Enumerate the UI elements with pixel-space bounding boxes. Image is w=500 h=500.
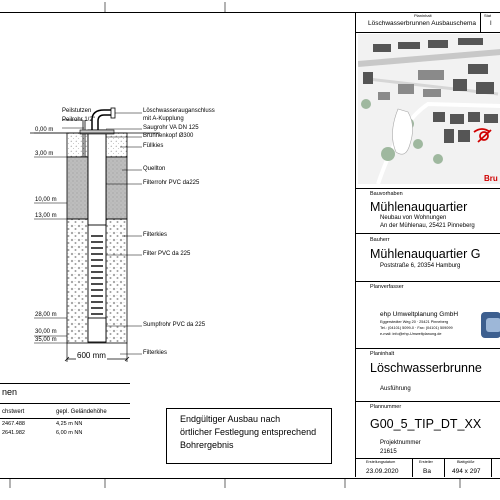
label-quellton: Quellton: [143, 166, 166, 172]
projektnummer-label: Projektnummer: [380, 440, 421, 446]
depth-30: 30,00 m: [35, 329, 57, 335]
label-filterrohr: Filterrohr PVC da225: [143, 180, 200, 186]
planinhalt: Löschwasserbrunne: [370, 361, 482, 375]
bauvorhaben-sub-2: An der Mühlenau, 25421 Pinneberg: [380, 223, 475, 229]
depth-13: 13,00 m: [35, 213, 57, 219]
bauherr: Mühlenauquartier G: [370, 247, 481, 261]
sump-pipe: [88, 318, 106, 342]
note-line-2: örtlicher Festlegung entsprechend: [180, 427, 317, 437]
plannummer: G00_5_TIP_DT_XX: [370, 417, 482, 431]
bauvorhaben-sub-1: Neubau von Wohnungen: [380, 215, 447, 221]
coord-table-title: nen: [2, 387, 18, 397]
width-dimension: 600 mm: [77, 351, 106, 360]
coord-row-2-a: 2641.982: [2, 430, 25, 436]
planverfasser-label: Planverfasser: [370, 284, 404, 290]
footer-size: 494 x 297: [452, 468, 481, 475]
footer-author: Ba: [423, 468, 431, 475]
coord-col-2: gepl. Geländehöhe: [56, 409, 107, 415]
depth-10: 10,00 m: [35, 197, 57, 203]
label-filter-pvc: Filter PVC da 225: [143, 251, 191, 257]
footer-label-date: Erstellungsdatum: [366, 460, 396, 464]
header-title: Löschwasserbrunnen Ausbauschema: [368, 20, 477, 27]
depth-35: 35,00 m: [35, 337, 57, 343]
note-line-3: Bohrergebnis: [180, 440, 234, 450]
bauherr-label: Bauherr: [370, 237, 390, 243]
ausfuehrung: Ausführung: [380, 386, 411, 392]
label-filterkies-1: Filterkies: [143, 232, 168, 238]
planverfasser-mail: e-mail: info@ehp-Umweltplanung.de: [380, 332, 442, 336]
label-a-kupplung: mit A-Kupplung: [143, 116, 184, 122]
footer-label-author: Ersteller: [419, 460, 433, 464]
depth-0: 0,00 m: [35, 127, 54, 133]
projektnummer: 21615: [380, 449, 397, 455]
label-filterkies-2: Filterkies: [143, 350, 168, 356]
plannummer-label: Plannummer: [370, 404, 402, 410]
label-peilstutzen: Peilstutzen: [62, 108, 92, 114]
coord-col-1: chstwert: [2, 409, 25, 415]
coord-row-1-b: 4,25 m NN: [56, 421, 83, 427]
header-planinhalt-small: Planinhalt: [414, 13, 432, 18]
site-map: [358, 34, 500, 184]
label-saugrohr: Saugrohr VA DN 125: [143, 125, 199, 131]
title-block: Planinhalt Löschwasserbrunnen Ausbauschema Stat I Bru Bauvorhaben Mühlenauquartier Neubau von Wohnungen An der Mühlenau, 25421 Pinneberg Bauherr Mühlenauquartier G Poststraße 6, 20354 Hamburg Planverfasser ehp Umweltplanung GmbH Eggerstedter Weg 20 · 25421 Pinneberg Tel.: (04101) 5099-0 · Fax: (04101) 509099 e-mail: info@ehp-Umweltplanung.de Planinhalt Löschwasserbrunne Ausführung Plannummer G00_5_TIP_DT_XX Projektnummer 21615 Erstellungsdatum Ersteller Blattgröße 23.09.2020 Ba 494 x 297: [355, 12, 500, 477]
frame-ticks: [0, 478, 500, 500]
label-brunnenkopf: Brunnenkopf Ø300: [143, 133, 194, 139]
planinhalt-label: Planinhalt: [370, 351, 395, 357]
ehp-logo: [480, 310, 500, 340]
frame-ticks-top: [0, 0, 500, 12]
planverfasser-tel: Tel.: (04101) 5099-0 · Fax: (04101) 509099: [380, 326, 453, 330]
map-label: Bru: [484, 174, 498, 183]
header-status-small: Stat: [484, 13, 492, 18]
bauvorhaben: Mühlenauquartier: [370, 200, 468, 214]
note-box: [166, 408, 332, 464]
label-peilrohr: Peilrohr 1/2": [62, 117, 95, 123]
depth-3: 3,00 m: [35, 151, 54, 157]
planverfasser-address: Eggerstedter Weg 20 · 25421 Pinneberg: [380, 320, 449, 324]
footer-date: 23.09.2020: [366, 468, 399, 475]
planverfasser-name: ehp Umweltplanung GmbH: [380, 311, 459, 318]
wellhead-bend: [92, 110, 112, 132]
coordinate-table: [0, 383, 130, 458]
note-line-1: Endgültiger Ausbau nach: [180, 414, 281, 424]
label-loeschwasser: Löschwasserauganschluss: [143, 108, 215, 114]
depth-28: 28,00 m: [35, 312, 57, 318]
label-sumpfrohr: Sumpfrohr PVC da 225: [143, 322, 206, 328]
bauvorhaben-label: Bauvorhaben: [370, 191, 403, 197]
footer-label-size: Blattgröße: [457, 460, 475, 464]
coord-row-2-b: 6,00 m NN: [56, 430, 83, 436]
bauherr-address: Poststraße 6, 20354 Hamburg: [380, 263, 461, 269]
coord-row-1-a: 2467.488: [2, 421, 25, 427]
label-fuellkies: Füllkies: [143, 143, 164, 149]
